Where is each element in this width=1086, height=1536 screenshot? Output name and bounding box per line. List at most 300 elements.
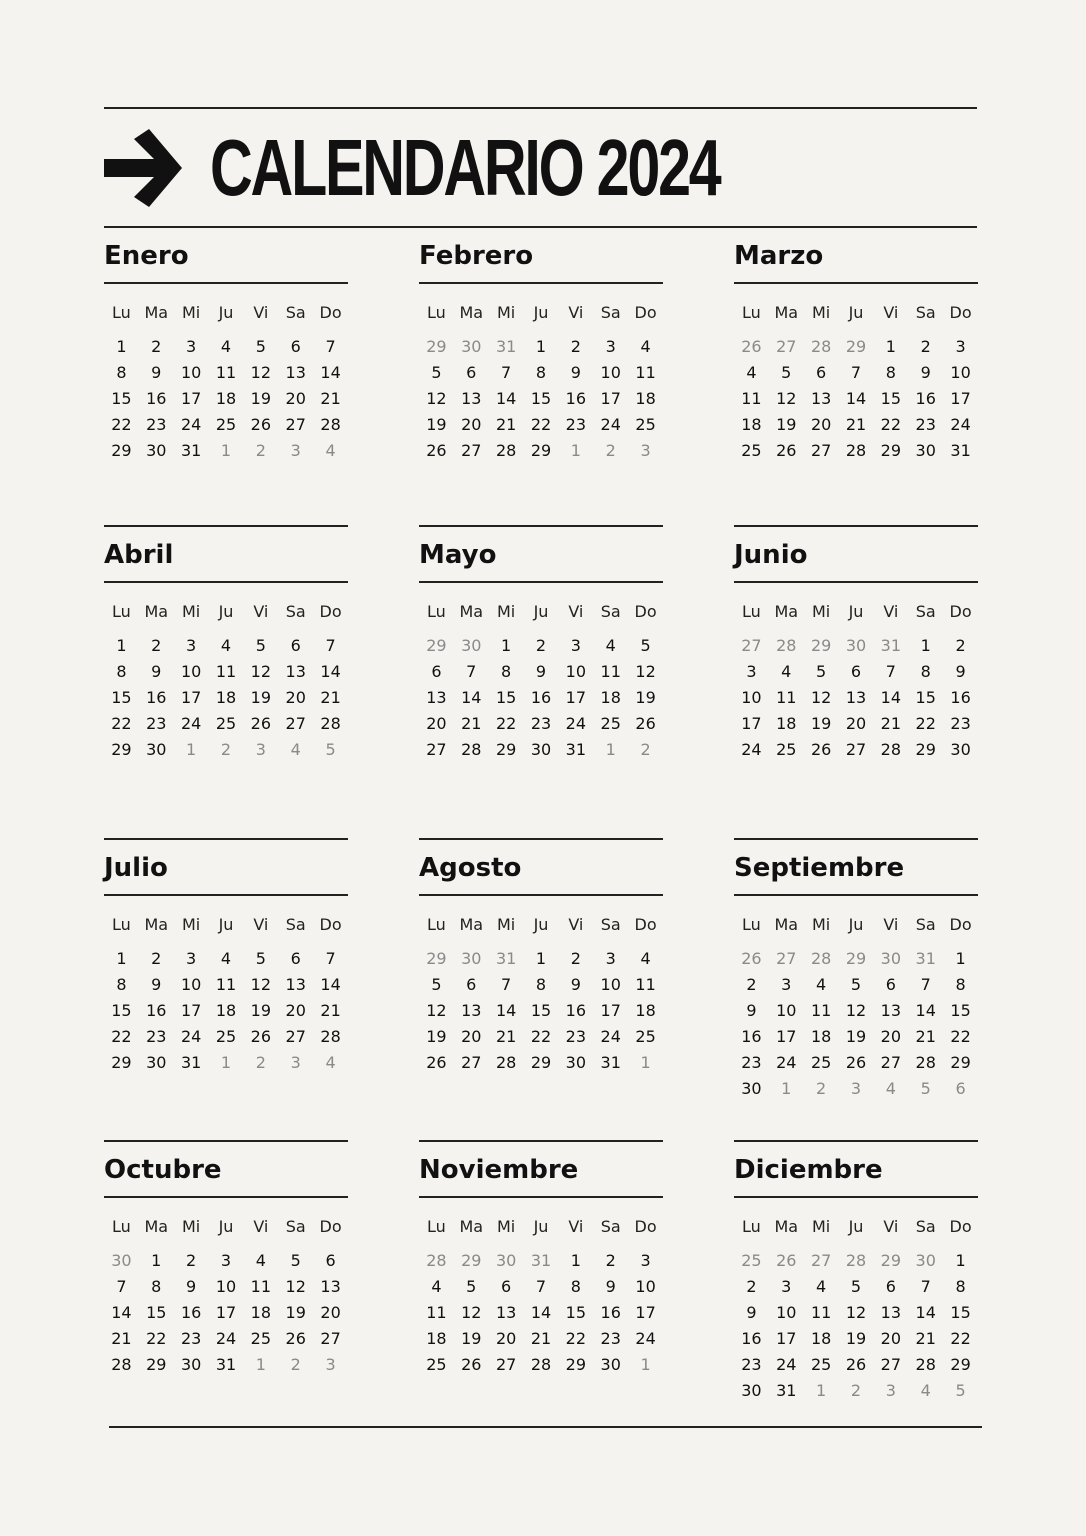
day-cell: 21 <box>495 415 517 434</box>
day-cell: 23 <box>565 415 587 434</box>
month-diciembre <box>734 1140 978 1404</box>
day-cell: 22 <box>146 1329 167 1348</box>
day-cell: 11 <box>810 1303 832 1322</box>
weekday-label: Ma <box>774 915 799 934</box>
day-cell: 13 <box>285 363 306 382</box>
day-cell: 1 <box>570 1251 581 1270</box>
day-cell: 30 <box>565 1053 587 1072</box>
day-cell: 13 <box>845 688 867 707</box>
day-cell: 7 <box>116 1277 127 1296</box>
day-cell: 28 <box>915 1053 936 1072</box>
day-cell: 16 <box>741 1027 762 1046</box>
day-cell: 2 <box>186 1251 197 1270</box>
day-cell: 6 <box>466 363 477 382</box>
day-cell: 28 <box>915 1355 936 1374</box>
day-cell: 7 <box>501 363 512 382</box>
month-name-rule <box>734 581 978 583</box>
day-cell: 17 <box>600 389 621 408</box>
day-cell: 14 <box>915 1001 936 1020</box>
day-cell: 31 <box>600 1053 621 1072</box>
day-cell: 30 <box>146 1053 167 1072</box>
day-grid <box>734 597 978 763</box>
adjacent-month-day: 4 <box>920 1381 931 1400</box>
day-cell: 2 <box>746 975 757 994</box>
adjacent-month-day: 1 <box>570 441 581 460</box>
adjacent-month-day: 3 <box>850 1079 862 1098</box>
weekday-label: Ju <box>533 915 549 934</box>
adjacent-month-day: 2 <box>255 1053 266 1072</box>
day-cell: 6 <box>290 949 301 968</box>
adjacent-month-day: 31 <box>495 337 517 356</box>
adjacent-month-day: 5 <box>325 740 336 759</box>
adjacent-month-day: 3 <box>885 1381 896 1400</box>
day-cell: 16 <box>530 688 552 707</box>
day-cell: 27 <box>845 740 867 759</box>
day-cell: 11 <box>426 1303 447 1322</box>
weekday-label: Vi <box>883 602 899 621</box>
month-name-rule <box>734 894 978 896</box>
month-julio <box>104 838 348 1076</box>
day-cell: 7 <box>325 949 336 968</box>
day-cell: 14 <box>320 662 341 681</box>
day-cell: 17 <box>180 389 202 408</box>
weekday-label: Vi <box>253 602 269 621</box>
day-cell: 22 <box>530 415 552 434</box>
day-cell: 14 <box>845 389 867 408</box>
day-cell: 23 <box>530 714 552 733</box>
day-cell: 5 <box>255 949 266 968</box>
adjacent-month-day: 29 <box>426 337 447 356</box>
day-cell: 20 <box>880 1329 902 1348</box>
day-cell: 1 <box>116 949 127 968</box>
day-cell: 13 <box>426 688 447 707</box>
adjacent-month-day: 31 <box>495 949 517 968</box>
day-cell: 19 <box>426 1027 447 1046</box>
weekday-label: Lu <box>427 303 446 322</box>
day-grid <box>419 597 663 763</box>
day-cell: 19 <box>461 1329 482 1348</box>
day-cell: 30 <box>180 1355 202 1374</box>
weekday-label: Ju <box>218 303 234 322</box>
header <box>104 118 899 218</box>
month-enero <box>104 228 348 464</box>
day-cell: 23 <box>950 714 971 733</box>
page-title: CALENDARIO 2024 <box>210 123 720 212</box>
day-cell: 30 <box>146 441 167 460</box>
day-cell: 7 <box>850 363 862 382</box>
weekday-label: Vi <box>883 1217 899 1236</box>
day-cell: 13 <box>461 1001 482 1020</box>
day-cell: 10 <box>215 1277 237 1296</box>
day-cell: 18 <box>741 415 762 434</box>
day-cell: 17 <box>565 688 587 707</box>
day-cell: 15 <box>495 688 517 707</box>
day-cell: 21 <box>880 714 902 733</box>
month-abril <box>104 525 348 763</box>
day-cell: 26 <box>810 740 832 759</box>
weekday-label: Vi <box>568 303 584 322</box>
day-cell: 7 <box>325 636 336 655</box>
day-cell: 13 <box>461 389 482 408</box>
day-cell: 4 <box>746 363 757 382</box>
day-cell: 21 <box>320 1001 341 1020</box>
day-cell: 20 <box>285 1001 306 1020</box>
day-cell: 30 <box>741 1079 762 1098</box>
day-grid <box>734 298 978 464</box>
weekday-label: Lu <box>112 1217 131 1236</box>
day-cell: 11 <box>600 662 621 681</box>
day-cell: 1 <box>535 337 547 356</box>
month-name-rule <box>419 1196 663 1198</box>
day-cell: 28 <box>495 1053 517 1072</box>
day-cell: 28 <box>845 441 867 460</box>
weekday-label: Lu <box>112 602 131 621</box>
month-name: Abril <box>104 540 174 570</box>
day-cell: 2 <box>955 636 966 655</box>
weekday-label: Lu <box>427 1217 446 1236</box>
weekday-label: Ma <box>459 1217 484 1236</box>
day-cell: 24 <box>776 1053 797 1072</box>
day-cell: 10 <box>180 662 202 681</box>
day-cell: 23 <box>146 415 167 434</box>
day-cell: 7 <box>920 975 931 994</box>
weekday-label: Lu <box>427 915 446 934</box>
day-cell: 5 <box>255 636 266 655</box>
day-cell: 18 <box>215 389 237 408</box>
day-cell: 18 <box>635 1001 656 1020</box>
day-cell: 26 <box>250 1027 272 1046</box>
day-cell: 4 <box>781 662 792 681</box>
day-cell: 24 <box>950 415 971 434</box>
day-cell: 20 <box>285 389 306 408</box>
day-cell: 11 <box>250 1277 272 1296</box>
day-cell: 6 <box>885 1277 896 1296</box>
weekday-label: Ma <box>774 602 799 621</box>
day-cell: 4 <box>220 337 232 356</box>
day-cell: 26 <box>776 441 797 460</box>
day-cell: 9 <box>920 363 931 382</box>
day-cell: 17 <box>776 1329 797 1348</box>
month-febrero <box>419 228 663 464</box>
day-cell: 3 <box>781 1277 792 1296</box>
adjacent-month-day: 2 <box>850 1381 862 1400</box>
day-cell: 23 <box>741 1053 762 1072</box>
day-cell: 7 <box>501 975 512 994</box>
adjacent-month-day: 2 <box>816 1079 827 1098</box>
day-cell: 8 <box>920 662 931 681</box>
day-cell: 24 <box>600 1027 621 1046</box>
day-cell: 23 <box>146 714 167 733</box>
weekday-label: Do <box>634 1217 657 1236</box>
day-cell: 15 <box>146 1303 167 1322</box>
day-cell: 21 <box>320 389 341 408</box>
adjacent-month-day: 4 <box>885 1079 896 1098</box>
month-name-rule <box>419 894 663 896</box>
day-cell: 31 <box>565 740 587 759</box>
adjacent-month-day: 2 <box>290 1355 301 1374</box>
month-name-rule <box>104 894 348 896</box>
day-cell: 21 <box>495 1027 517 1046</box>
day-cell: 15 <box>880 389 902 408</box>
weekday-label: Mi <box>497 602 516 621</box>
day-cell: 22 <box>565 1329 587 1348</box>
day-cell: 29 <box>950 1355 971 1374</box>
day-cell: 27 <box>426 740 447 759</box>
day-cell: 19 <box>635 688 656 707</box>
day-cell: 21 <box>111 1329 132 1348</box>
day-cell: 12 <box>426 389 447 408</box>
month-name: Julio <box>104 853 168 883</box>
day-cell: 29 <box>530 441 552 460</box>
weekday-label: Sa <box>600 602 621 621</box>
adjacent-month-day: 29 <box>426 949 447 968</box>
adjacent-month-day: 29 <box>845 949 867 968</box>
day-cell: 5 <box>816 662 827 681</box>
weekday-label: Lu <box>427 602 446 621</box>
day-cell: 31 <box>215 1355 237 1374</box>
day-cell: 23 <box>180 1329 202 1348</box>
weekday-label: Ma <box>459 602 484 621</box>
weekday-label: Vi <box>883 915 899 934</box>
day-cell: 20 <box>495 1329 517 1348</box>
adjacent-month-day: 28 <box>426 1251 447 1270</box>
day-cell: 10 <box>776 1303 797 1322</box>
month-name: Noviembre <box>419 1155 579 1185</box>
day-cell: 25 <box>810 1053 832 1072</box>
day-cell: 19 <box>250 688 272 707</box>
day-cell: 20 <box>880 1027 902 1046</box>
day-cell: 19 <box>845 1027 867 1046</box>
day-cell: 13 <box>285 662 306 681</box>
weekday-label: Ma <box>144 1217 169 1236</box>
day-cell: 8 <box>535 363 547 382</box>
weekday-label: Vi <box>253 303 269 322</box>
day-cell: 9 <box>746 1303 757 1322</box>
weekday-label: Mi <box>812 915 831 934</box>
day-cell: 1 <box>116 636 127 655</box>
day-cell: 24 <box>635 1329 656 1348</box>
day-cell: 5 <box>850 975 862 994</box>
day-cell: 1 <box>955 1251 966 1270</box>
day-cell: 2 <box>535 636 547 655</box>
weekday-label: Lu <box>112 915 131 934</box>
day-cell: 17 <box>600 1001 621 1020</box>
day-cell: 26 <box>845 1355 867 1374</box>
day-cell: 5 <box>290 1251 301 1270</box>
day-cell: 2 <box>570 337 581 356</box>
day-cell: 5 <box>431 363 442 382</box>
day-cell: 1 <box>955 949 966 968</box>
day-cell: 14 <box>495 389 517 408</box>
adjacent-month-day: 31 <box>880 636 902 655</box>
weekday-label: Lu <box>742 1217 761 1236</box>
month-name: Octubre <box>104 1155 222 1185</box>
day-grid <box>419 910 663 1076</box>
day-cell: 20 <box>320 1303 341 1322</box>
month-octubre <box>104 1140 348 1378</box>
day-grid <box>419 1212 663 1378</box>
weekday-label: Do <box>319 915 342 934</box>
day-cell: 8 <box>151 1277 162 1296</box>
day-cell: 12 <box>426 1001 447 1020</box>
adjacent-month-day: 30 <box>880 949 902 968</box>
day-cell: 6 <box>501 1277 512 1296</box>
day-cell: 6 <box>850 662 862 681</box>
weekday-label: Do <box>634 303 657 322</box>
weekday-label: Ju <box>218 1217 234 1236</box>
day-cell: 1 <box>920 636 931 655</box>
day-cell: 28 <box>320 1027 341 1046</box>
adjacent-month-day: 30 <box>111 1251 132 1270</box>
day-cell: 15 <box>950 1001 971 1020</box>
day-cell: 8 <box>570 1277 581 1296</box>
day-cell: 11 <box>810 1001 832 1020</box>
day-cell: 30 <box>146 740 167 759</box>
day-cell: 11 <box>215 662 237 681</box>
day-cell: 23 <box>915 415 936 434</box>
day-cell: 12 <box>810 688 832 707</box>
day-grid <box>104 597 348 763</box>
month-septiembre <box>734 838 978 1102</box>
adjacent-month-day: 25 <box>741 1251 762 1270</box>
adjacent-month-day: 27 <box>810 1251 832 1270</box>
weekday-label: Do <box>949 602 972 621</box>
adjacent-month-day: 5 <box>955 1381 966 1400</box>
day-cell: 29 <box>950 1053 971 1072</box>
day-cell: 14 <box>111 1303 132 1322</box>
month-name-rule <box>104 581 348 583</box>
day-cell: 19 <box>285 1303 306 1322</box>
day-cell: 10 <box>600 975 621 994</box>
weekday-label: Mi <box>812 602 831 621</box>
weekday-label: Lu <box>112 303 131 322</box>
adjacent-month-day: 28 <box>810 949 832 968</box>
day-cell: 22 <box>530 1027 552 1046</box>
day-cell: 4 <box>816 975 827 994</box>
day-cell: 1 <box>151 1251 162 1270</box>
day-cell: 28 <box>320 415 341 434</box>
day-cell: 17 <box>776 1027 797 1046</box>
day-cell: 12 <box>776 389 797 408</box>
adjacent-month-day: 3 <box>290 441 301 460</box>
day-cell: 24 <box>180 415 202 434</box>
month-name: Agosto <box>419 853 522 883</box>
month-mayo <box>419 525 663 763</box>
day-cell: 26 <box>845 1053 867 1072</box>
day-cell: 29 <box>565 1355 587 1374</box>
day-cell: 14 <box>880 688 902 707</box>
weekday-label: Ma <box>144 303 169 322</box>
day-cell: 4 <box>220 636 232 655</box>
weekday-label: Vi <box>253 915 269 934</box>
day-cell: 15 <box>565 1303 587 1322</box>
day-cell: 16 <box>950 688 971 707</box>
day-cell: 24 <box>215 1329 237 1348</box>
day-cell: 20 <box>845 714 867 733</box>
day-cell: 11 <box>215 363 237 382</box>
day-cell: 7 <box>466 662 477 681</box>
day-cell: 10 <box>565 662 587 681</box>
day-cell: 21 <box>845 415 867 434</box>
day-cell: 2 <box>151 337 162 356</box>
day-cell: 8 <box>501 662 512 681</box>
day-cell: 21 <box>915 1027 936 1046</box>
adjacent-month-day: 5 <box>920 1079 931 1098</box>
day-cell: 25 <box>600 714 621 733</box>
day-cell: 8 <box>535 975 547 994</box>
day-cell: 31 <box>180 441 202 460</box>
day-cell: 28 <box>495 441 517 460</box>
day-grid <box>419 298 663 464</box>
day-cell: 30 <box>600 1355 621 1374</box>
day-cell: 26 <box>285 1329 306 1348</box>
weekday-label: Mi <box>812 303 831 322</box>
day-cell: 27 <box>495 1355 517 1374</box>
day-cell: 5 <box>850 1277 862 1296</box>
day-cell: 18 <box>426 1329 447 1348</box>
day-cell: 7 <box>325 337 336 356</box>
weekday-label: Ma <box>144 602 169 621</box>
day-cell: 9 <box>605 1277 616 1296</box>
day-cell: 1 <box>535 949 547 968</box>
month-name: Marzo <box>734 241 824 271</box>
month-name: Enero <box>104 241 189 271</box>
day-cell: 3 <box>570 636 581 655</box>
day-cell: 23 <box>741 1355 762 1374</box>
day-cell: 18 <box>215 688 237 707</box>
adjacent-month-day: 26 <box>741 949 762 968</box>
day-cell: 15 <box>111 389 132 408</box>
weekday-label: Do <box>949 915 972 934</box>
day-cell: 16 <box>741 1329 762 1348</box>
day-cell: 10 <box>741 688 762 707</box>
day-cell: 19 <box>426 415 447 434</box>
adjacent-month-day: 27 <box>776 337 797 356</box>
day-cell: 29 <box>111 1053 132 1072</box>
month-name-rule <box>734 282 978 284</box>
weekday-label: Mi <box>182 915 201 934</box>
day-cell: 25 <box>776 740 797 759</box>
day-cell: 22 <box>950 1329 971 1348</box>
day-grid <box>104 298 348 464</box>
day-cell: 24 <box>565 714 587 733</box>
day-cell: 24 <box>180 714 202 733</box>
day-cell: 9 <box>151 975 162 994</box>
weekday-label: Do <box>319 303 342 322</box>
day-cell: 15 <box>530 389 552 408</box>
day-cell: 19 <box>845 1329 867 1348</box>
adjacent-month-day: 30 <box>461 636 482 655</box>
weekday-label: Vi <box>253 1217 269 1236</box>
adjacent-month-day: 2 <box>255 441 266 460</box>
weekday-label: Ju <box>848 1217 864 1236</box>
day-cell: 13 <box>285 975 306 994</box>
month-name: Junio <box>734 540 808 570</box>
day-cell: 4 <box>605 636 616 655</box>
month-name: Septiembre <box>734 853 905 883</box>
day-cell: 28 <box>461 740 482 759</box>
day-cell: 2 <box>151 949 162 968</box>
bottom-rule <box>109 1426 982 1428</box>
adjacent-month-day: 2 <box>220 740 232 759</box>
weekday-label: Mi <box>497 915 516 934</box>
day-cell: 12 <box>285 1277 306 1296</box>
month-marzo <box>734 228 978 464</box>
day-cell: 21 <box>461 714 482 733</box>
day-cell: 9 <box>535 662 547 681</box>
day-cell: 6 <box>325 1251 336 1270</box>
day-cell: 27 <box>320 1329 341 1348</box>
